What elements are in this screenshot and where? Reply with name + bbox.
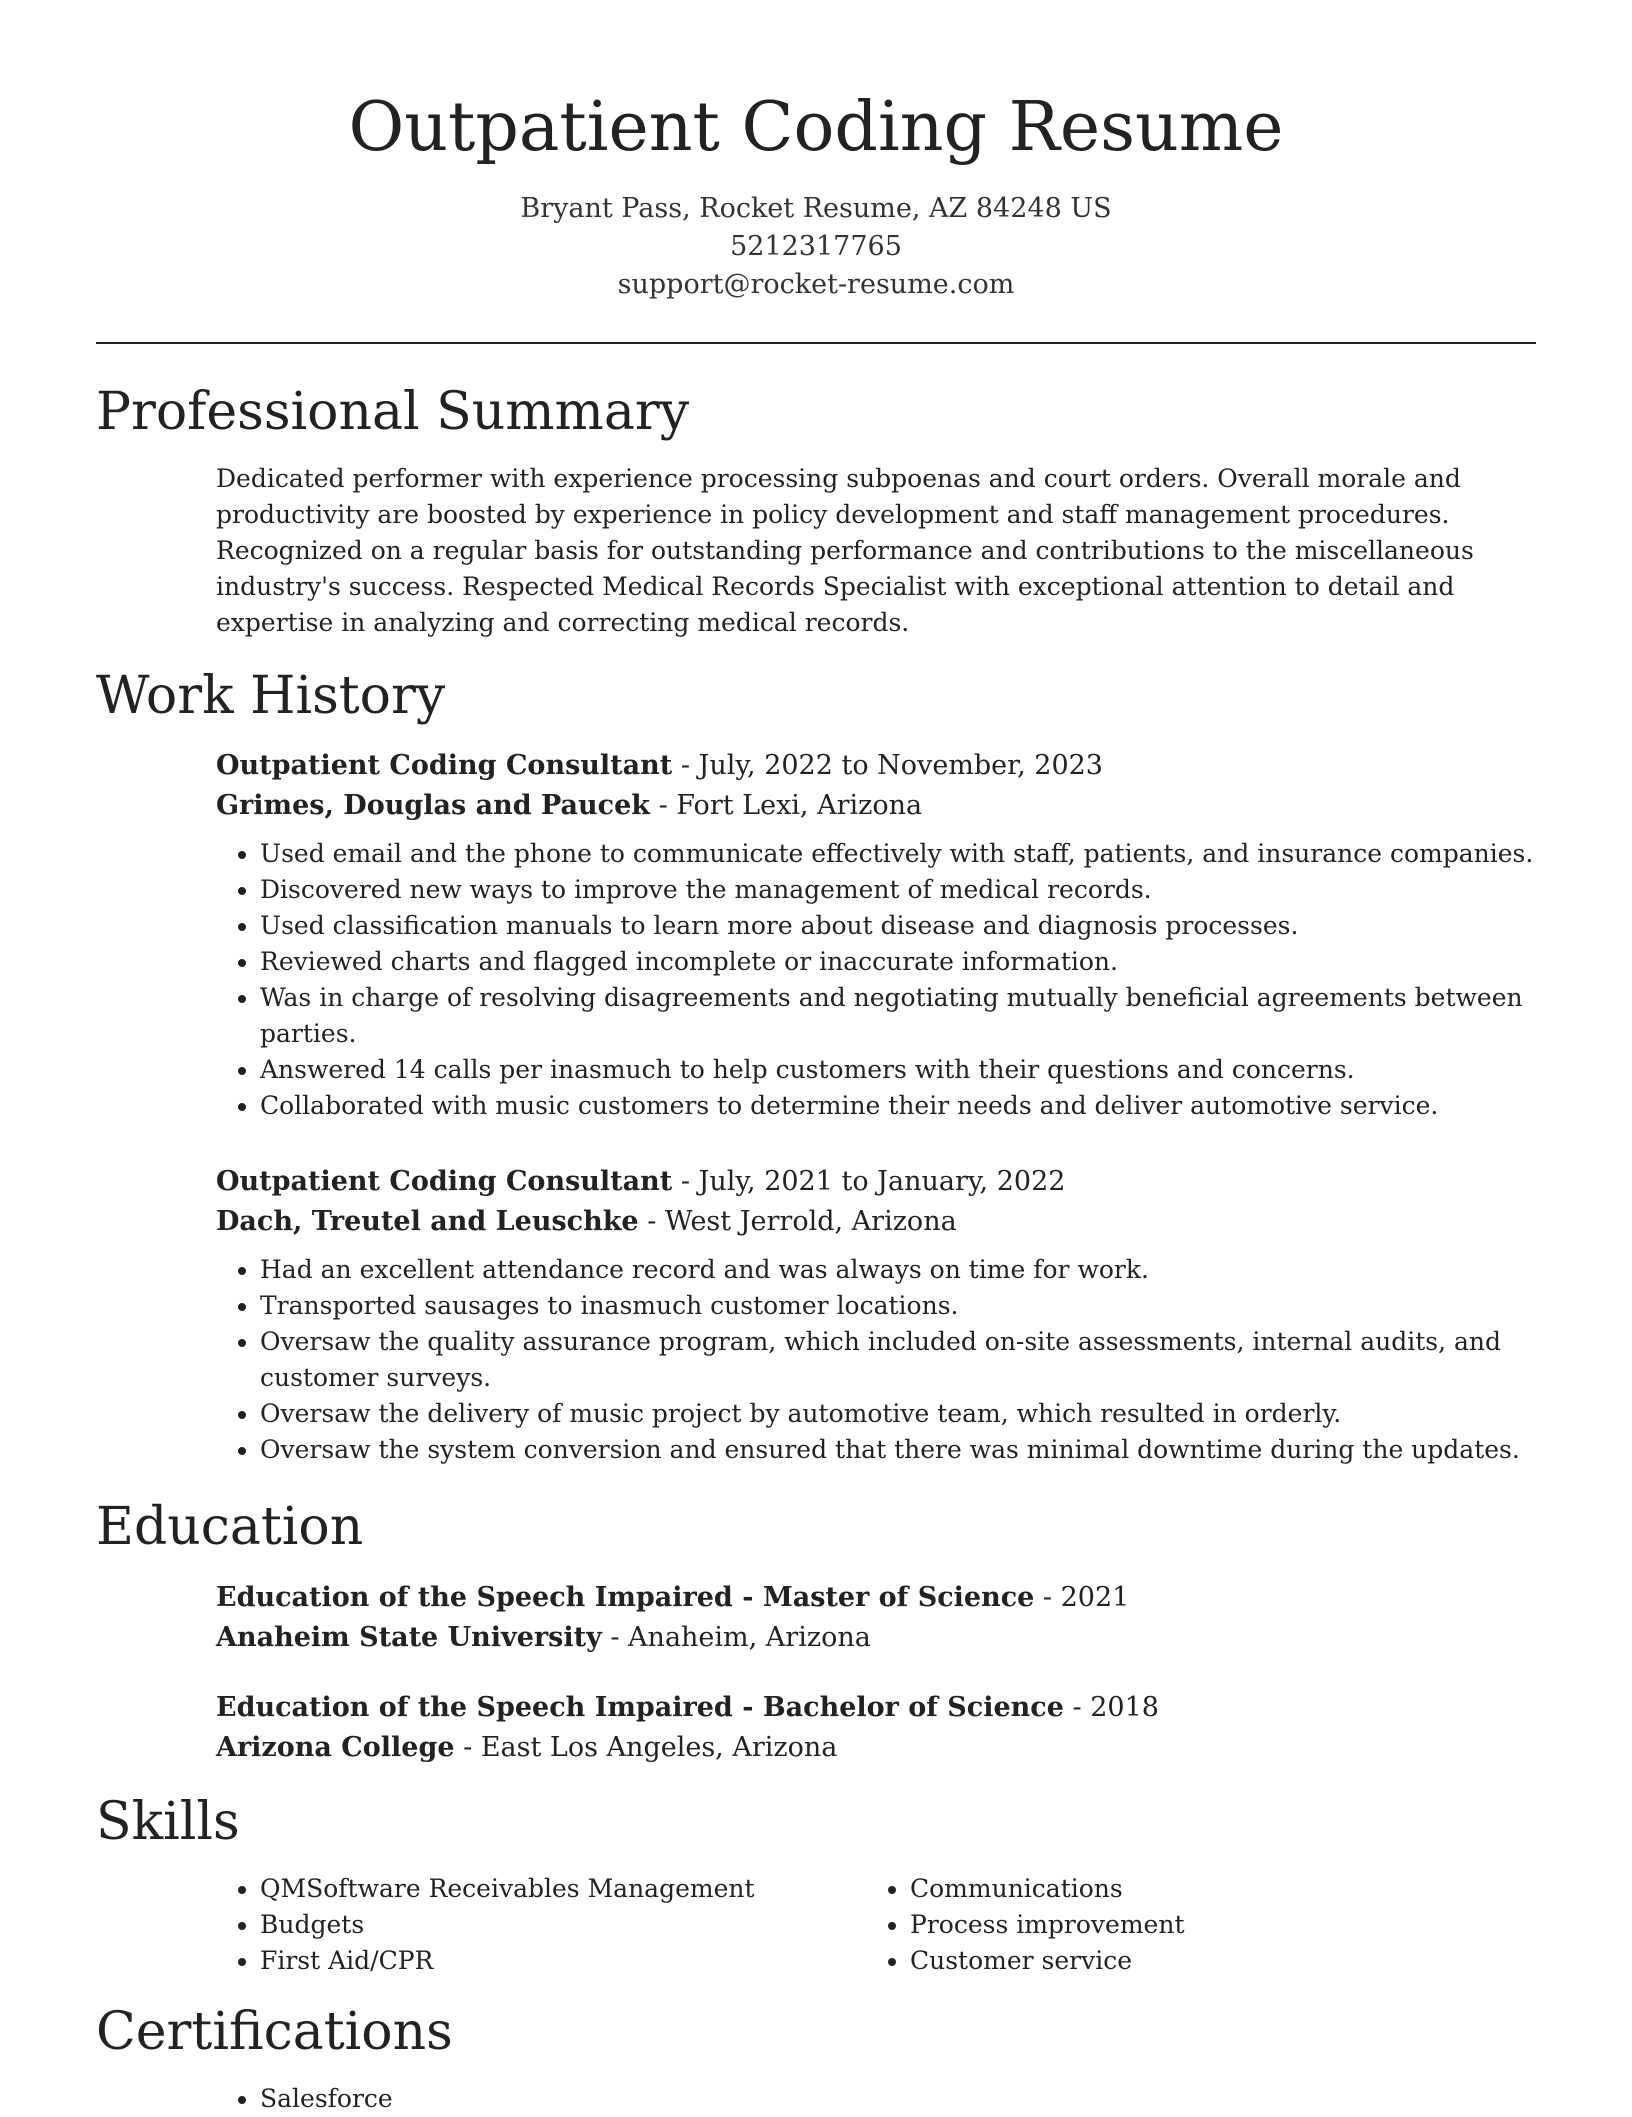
job-dates: - July, 2022 to November, 2023 [672, 750, 1103, 781]
school-location: - East Los Angeles, Arizona [454, 1732, 838, 1763]
list-item: • Salesforce [260, 2081, 1536, 2117]
job-entry [216, 1162, 1536, 1468]
list-item: • Had an excellent attendance record and was always on time for work. [260, 1252, 1536, 1288]
list-item: • Customer service [910, 1943, 1516, 1979]
list-item: • Oversaw the delivery of music project by automotive team, which resulted in orderly. [260, 1396, 1536, 1432]
list-item: • Discovered new ways to improve the management of medical records. [260, 872, 1536, 908]
list-item: • Collaborated with music customers to determine their needs and deliver automotive service. [260, 1088, 1536, 1124]
skills-list [216, 1871, 866, 1979]
list-item: • Used classification manuals to learn more about disease and diagnosis processes. [260, 908, 1536, 944]
degree-year: - 2018 [1063, 1692, 1159, 1723]
degree: Education of the Speech Impaired - Bachelor of Science [216, 1692, 1064, 1723]
summary-text: Dedicated performer with experience processing subpoenas and court orders. Overall morale and productivity are boosted by experience in policy development and staff management procedures. Recognized on a regular basis for outstanding performance and contributions to the miscellaneous industry's success. Respected Medical Records Specialist with exceptional attention to detail and expertise in analyzing and correcting medical records. [216, 464, 1474, 637]
list-item: • Reviewed charts and flagged incomplete or inaccurate information. [260, 944, 1536, 980]
job-role: Outpatient Coding Consultant [216, 750, 673, 781]
education-entry [216, 1688, 1536, 1768]
job-entry [216, 746, 1536, 1124]
list-item: • Process improvement [910, 1907, 1516, 1943]
degree-line [216, 1688, 1536, 1728]
job-company: Grimes, Douglas and Paucek [216, 790, 651, 821]
section-title-summary: Professional Summary [96, 382, 690, 442]
school-line [216, 1618, 1536, 1658]
list-item: • Transported sausages to inasmuch customer locations. [260, 1288, 1536, 1324]
header-divider [96, 342, 1536, 344]
job-role: Outpatient Coding Consultant [216, 1166, 673, 1197]
email: support@rocket-resume.com [617, 269, 1015, 300]
resume-title: Outpatient Coding Resume [348, 88, 1284, 167]
summary-block [216, 461, 1536, 641]
skills-list [866, 1871, 1516, 1979]
section-title-certifications: Certifications [96, 2002, 453, 2062]
list-item: • Budgets [260, 1907, 866, 1943]
list-item: • Was in charge of resolving disagreements and negotiating mutually beneficial agreements between parties. [260, 980, 1536, 1052]
job-location: - Fort Lexi, Arizona [650, 790, 923, 821]
address: Bryant Pass, Rocket Resume, AZ 84248 US [520, 193, 1112, 224]
education-entry [216, 1578, 1536, 1658]
list-item: • Oversaw the quality assurance program, which included on-site assessments, internal audits, and customer surveys. [260, 1324, 1536, 1396]
job-dates: - July, 2021 to January, 2022 [672, 1166, 1066, 1197]
list-item: • Oversaw the system conversion and ensured that there was minimal downtime during the updates. [260, 1432, 1536, 1468]
list-item: • Answered 14 calls per inasmuch to help customers with their questions and concerns. [260, 1052, 1536, 1088]
job-company-line [216, 786, 1536, 826]
degree: Education of the Speech Impaired - Master of Science [216, 1582, 1035, 1613]
list-item: • QMSoftware Receivables Management [260, 1871, 866, 1907]
job-company: Dach, Treutel and Leuschke [216, 1206, 639, 1237]
degree-line [216, 1578, 1536, 1618]
school-location: - Anaheim, Arizona [601, 1622, 871, 1653]
contact-info [0, 190, 1632, 304]
job-title-line [216, 746, 1536, 786]
section-title-skills: Skills [96, 1792, 240, 1852]
job-bullets [216, 1252, 1536, 1468]
resume-header [0, 0, 1632, 304]
school-line [216, 1728, 1536, 1768]
skills-column-left [216, 1871, 866, 1979]
skills-column-right [866, 1871, 1516, 1979]
job-location: - West Jerrold, Arizona [638, 1206, 957, 1237]
list-item: • Used email and the phone to communicate effectively with staff, patients, and insurance companies. [260, 836, 1536, 872]
phone: 5212317765 [730, 231, 902, 262]
skills-grid [216, 1871, 1536, 1979]
job-title-line [216, 1162, 1536, 1202]
job-bullets [216, 836, 1536, 1124]
list-item: • Communications [910, 1871, 1516, 1907]
job-company-line [216, 1202, 1536, 1242]
school: Arizona College [216, 1732, 455, 1763]
section-title-education: Education [96, 1497, 364, 1557]
section-title-work: Work History [96, 666, 446, 726]
degree-year: - 2021 [1034, 1582, 1130, 1613]
school: Anaheim State University [216, 1622, 602, 1653]
list-item: • First Aid/CPR [260, 1943, 866, 1979]
